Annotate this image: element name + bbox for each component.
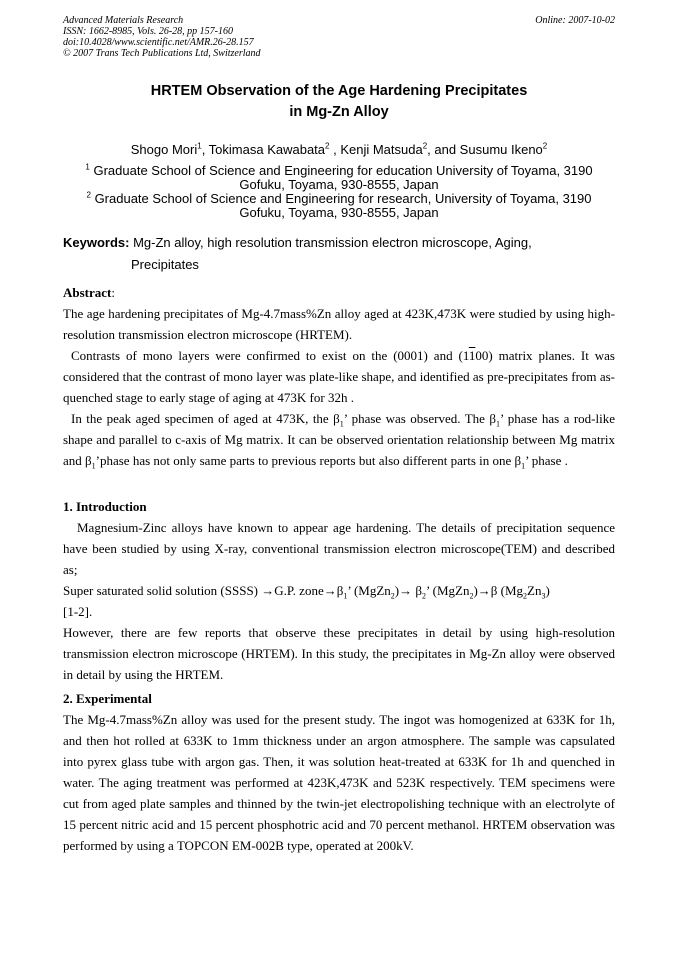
keywords-text-1: Mg-Zn alloy, high resolution transmission electron microscope, Aging,	[129, 235, 532, 250]
abstract-p2-a: Contrasts of mono layers were confirmed to exist on the (0001) and (1	[71, 348, 469, 363]
seq-c: )→ β	[394, 583, 422, 598]
abstract-paragraph-2	[63, 345, 615, 408]
author-3-affil: 2	[422, 141, 428, 151]
introduction-paragraph-2: However, there are few reports that observe these precipitates in detail by using high-resolution transmission electron microscope (HRTEM). In this study, the precipitates in Mg-Zn alloy were observed in detail by using the HRTEM.	[63, 625, 615, 682]
abstract-section	[63, 282, 615, 471]
abstract-p3-b: ’ phase was observed. The β	[343, 411, 496, 426]
abstract-paragraph-1: The age hardening precipitates of Mg-4.7mass%Zn alloy aged at 423K,473K were studied by using high-resolution transmission electron microscope (HRTEM).	[63, 306, 615, 342]
journal-header	[63, 15, 615, 59]
introduction-heading: 1. Introduction	[63, 499, 147, 514]
journal-issn: ISSN: 1662-8985, Vols. 26-28, pp 157-160	[63, 26, 233, 37]
seq-c-sub: 2	[422, 591, 426, 601]
affiliation-2-text: Graduate School of Science and Engineering for research, University of Toyama, 3190 Gofuku, Toyama, 930-8555, Japan	[90, 191, 592, 220]
seq-a-sub: 1	[343, 591, 348, 601]
seq-a: Super saturated solid solution (SSSS) →G.P. zone→β	[63, 583, 344, 598]
journal-doi: doi:10.4028/www.scientific.net/AMR.26-28.157	[63, 37, 254, 48]
author-1-affil: 1	[197, 141, 202, 151]
abstract-p3-d: ’phase has not only same parts to previous reports but also different parts in one β	[95, 453, 522, 468]
affiliation-1	[63, 164, 615, 192]
abstract-p3-a-sub: 1	[339, 419, 344, 429]
affiliation-1-mark: 1	[85, 162, 90, 172]
experimental-heading: 2. Experimental	[63, 691, 152, 706]
seq-d: ’ (MgZn	[426, 583, 470, 598]
abstract-p3-d-sub: 1	[521, 461, 526, 471]
author-4-affil: 2	[542, 141, 548, 151]
journal-name: Advanced Materials Research	[63, 15, 184, 26]
title-line-2: in Mg-Zn Alloy	[289, 104, 389, 120]
affiliation-2-mark: 2	[86, 190, 91, 200]
seq-g: )	[545, 583, 550, 598]
abstract-p2-overbar: 1	[468, 348, 476, 363]
abstract-p3-e: ’ phase .	[525, 453, 568, 468]
abstract-heading: Abstract	[63, 285, 112, 300]
author-4: , and Susumu Ikeno	[427, 142, 543, 157]
seq-b-sub: 2	[390, 591, 395, 601]
seq-e: )→β (Mg	[473, 583, 524, 598]
keywords-text-2: Precipitates	[131, 257, 199, 272]
keywords-label: Keywords:	[63, 235, 130, 250]
seq-d-sub: 2	[469, 591, 474, 601]
introduction-section	[63, 496, 615, 685]
author-2-affil: 2	[325, 141, 330, 151]
keywords-block	[63, 232, 615, 276]
online-date: Online: 2007-10-02	[535, 15, 615, 26]
paper-title	[63, 81, 615, 123]
abstract-p3-c: ’ phase has a rod-like shape and parallel to c-axis of Mg matrix. It can be observed orientation relationship between Mg matrix and β	[63, 411, 615, 468]
affiliation-2	[63, 192, 615, 220]
seq-f-sub: 3	[541, 591, 546, 601]
experimental-section	[63, 688, 615, 856]
abstract-p3-b-sub: 1	[495, 419, 500, 429]
abstract-p3-a: In the peak aged specimen of aged at 473K, the β	[71, 411, 340, 426]
precipitation-sequence	[63, 580, 615, 601]
seq-e-sub: 2	[523, 591, 528, 601]
author-list	[63, 141, 615, 158]
experimental-paragraph-1: The Mg-4.7mass%Zn alloy was used for the present study. The ingot was homogenized at 633K for 1h, and then hot rolled at 633K to 1mm thickness under an argon atmosphere. The sample was capsulated into pyrex glass tube with argon gas. Then, it was solution heat-treated at 633K for 1h and quenched in water. The aging treatment was performed at 423K,473K and 523K respectively. TEM specimens were cut from aged plate samples and thinned by the twin-jet electropolishing technique with an electrolyte of 15 percent nitric acid and 15 percent phosphotric acid and 70 percent methanol. HRTEM observation was performed by using a TOPCON EM-002B type, operated at 200kV.	[63, 712, 615, 853]
seq-f: Zn	[527, 583, 542, 598]
affiliation-1-text: Graduate School of Science and Engineering for education University of Toyama, 3190 Gofuku, Toyama, 930-8555, Japan	[89, 163, 593, 192]
abstract-p3-c-sub: 1	[91, 461, 96, 471]
title-line-1: HRTEM Observation of the Age Hardening Precipitates	[150, 83, 528, 99]
author-3: , Kenji Matsuda	[329, 142, 423, 157]
author-1: Shogo Mori	[130, 142, 198, 157]
abstract-paragraph-3	[63, 408, 615, 471]
journal-copyright: © 2007 Trans Tech Publications Ltd, Switzerland	[63, 48, 261, 59]
author-2: , Tokimasa Kawabata	[201, 142, 326, 157]
introduction-reference: [1-2].	[63, 604, 93, 619]
introduction-paragraph-1: Magnesium-Zinc alloys have known to appear age hardening. The details of precipitation sequence have been studied by using X-ray, conventional transmission electron microscope(TEM) and described as;	[63, 520, 615, 577]
abstract-heading-line	[63, 282, 615, 303]
abstract-p2-b: 00) matrix planes. It was considered that the contrast of mono layer was plate-like shape, and identified as pre-precipitates from as-quenched stage to early stage of aging at 473K for 32h .	[63, 348, 615, 405]
seq-b: ’ (MgZn	[347, 583, 391, 598]
abstract-colon: :	[111, 285, 116, 300]
